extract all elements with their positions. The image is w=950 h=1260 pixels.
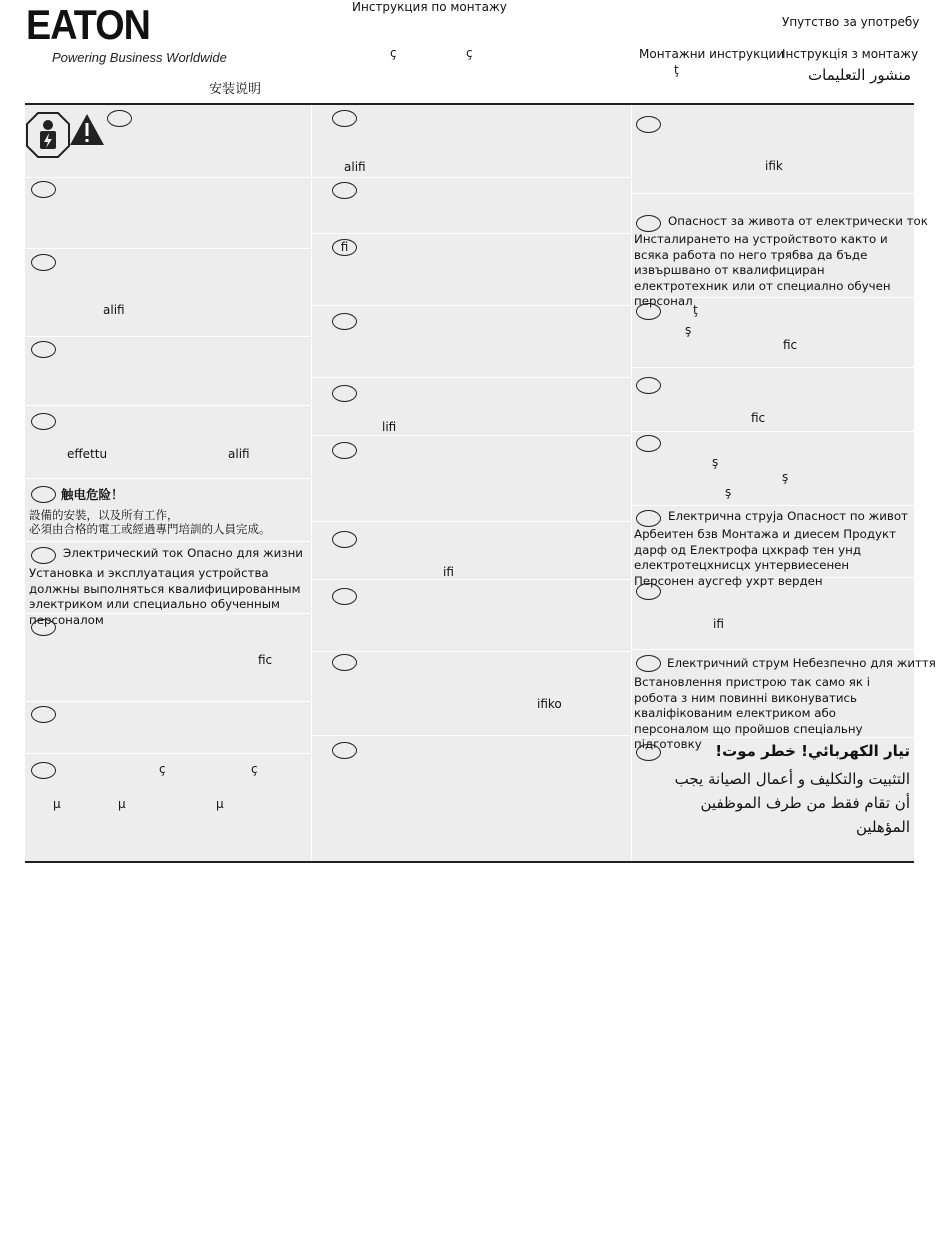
language-bullet (636, 655, 661, 672)
text-fragment: alifi (228, 447, 250, 461)
language-bullet (31, 254, 56, 271)
column-divider (311, 105, 312, 861)
language-bullet (332, 531, 357, 548)
text-fragment: ş (712, 455, 719, 469)
language-bullet (31, 619, 56, 636)
row-separator (25, 248, 311, 249)
ar-warning-heading: تيار الكهربائي! خطر موت! (715, 742, 910, 760)
language-bullet (636, 510, 661, 527)
electrician-warning-icon (25, 111, 71, 159)
row-separator (311, 177, 631, 178)
language-bullet (31, 181, 56, 198)
row-separator (631, 649, 914, 650)
row-separator (25, 177, 311, 178)
text-fragment: μ (118, 797, 126, 811)
header-uk-title: Інструкція з монтажу (782, 47, 919, 61)
row-separator (631, 505, 914, 506)
row-separator (631, 431, 914, 432)
text-fragment: ş (782, 470, 789, 484)
text-fragment: alifi (344, 160, 366, 174)
row-separator (25, 701, 311, 702)
ar-warning-line: أن تقام فقط من طرف الموظفين (700, 794, 910, 812)
text-fragment: fic (751, 411, 766, 425)
ru-warning-heading: Электрический ток Опасно для жизни (63, 546, 303, 560)
language-bullet (636, 377, 661, 394)
ar-warning-line: التثبيت والتكليف و أعمال الصيانة يجب (674, 770, 910, 788)
column-divider (631, 105, 632, 861)
language-bullet (636, 303, 661, 320)
language-bullet (107, 110, 132, 127)
sr-warning-heading: Електрична струја Опасност по живот (668, 509, 908, 523)
warning-triangle-icon (69, 113, 105, 146)
header-glyph-c2: ç (466, 46, 473, 60)
language-bullet (636, 583, 661, 600)
row-separator (25, 405, 311, 406)
header-glyph-c1: ç (390, 46, 397, 60)
text-fragment: alifi (103, 303, 125, 317)
language-bullet (31, 762, 56, 779)
logo-tagline: Powering Business Worldwide (52, 50, 227, 65)
language-bullet (31, 547, 56, 564)
row-separator (311, 233, 631, 234)
text-fragment: ifiko (537, 697, 562, 711)
zh-warning-line: 必須由合格的電工或經過專門培訓的人員完成。 (29, 522, 271, 536)
text-fragment: ç (251, 762, 258, 776)
row-separator (311, 435, 631, 436)
row-separator (25, 753, 311, 754)
language-bullet (332, 742, 357, 759)
language-bullet (31, 486, 56, 503)
text-fragment: μ (216, 797, 224, 811)
text-fragment: ş (685, 323, 692, 337)
header-glyph-t: ţ (674, 63, 679, 77)
uk-warning-heading: Електричний струм Небезпечно для життя (667, 656, 936, 670)
language-bullet: fi (332, 239, 357, 256)
language-bullet (332, 588, 357, 605)
text-fragment: fic (258, 653, 273, 667)
ar-warning-line: المؤهلين (856, 818, 910, 836)
uk-warning-body: Встановлення пристрою так само як і робота з ним повинні виконуватись кваліфікованим електриком або персоналом що пройшов спеціальну підготовку (634, 675, 871, 751)
language-bullet (332, 654, 357, 671)
text-fragment: lifi (382, 420, 397, 434)
header-sr-title: Упутство за употребу (782, 15, 920, 29)
row-separator (25, 541, 311, 542)
row-separator (631, 367, 914, 368)
text-fragment: effettu (67, 447, 108, 461)
eaton-logo (26, 1, 150, 53)
language-bullet (332, 110, 357, 127)
header-bg-title: Монтажни инструкции (639, 47, 785, 61)
language-bullet (332, 313, 357, 330)
row-separator (311, 377, 631, 378)
text-fragment: ş (725, 485, 732, 499)
language-bullet (636, 435, 661, 452)
header-zh-title: 安装说明 (209, 82, 262, 97)
language-bullet (31, 706, 56, 723)
bg-warning-body: Инсталирането на устройството както и всяка работа по него трябва да бъде извършвано от квалифициран електротехник или от специално обучен персонал (634, 232, 891, 308)
zh-warning-heading: 触电危险！ (61, 487, 124, 502)
text-fragment: ç (159, 762, 166, 776)
text-fragment: ifi (713, 617, 724, 631)
row-separator (25, 336, 311, 337)
row-separator (311, 579, 631, 580)
language-bullet (332, 385, 357, 402)
header-ru-title: Инструкция по монтажу (352, 0, 507, 14)
text-fragment: ifik (765, 159, 783, 173)
header-ar-title: منشور التعليمات (808, 66, 912, 84)
language-bullet (31, 413, 56, 430)
language-bullet (332, 182, 357, 199)
language-bullet (636, 116, 661, 133)
bg-warning-heading: Опасност за живота от електрически ток (668, 214, 928, 228)
row-separator (311, 521, 631, 522)
text-fragment: ţ (693, 303, 698, 317)
svg-text:EATON: EATON (26, 1, 150, 48)
row-separator (311, 735, 631, 736)
instructions-panel (25, 103, 936, 863)
ru-warning-body: Установка и эксплуатация устройства должны выполняться квалифицированным электриком или специально обученным персоналом (29, 566, 301, 627)
row-separator (631, 193, 914, 194)
row-separator (311, 305, 631, 306)
language-bullet (31, 341, 56, 358)
language-bullet (332, 442, 357, 459)
row-separator (25, 478, 311, 479)
row-separator (311, 651, 631, 652)
zh-warning-line: 設備的安裝，以及所有工作， (29, 508, 179, 522)
language-bullet (636, 744, 661, 761)
eaton-logo-mark (26, 1, 150, 48)
sr-warning-body: Арбеитен бзв Монтажа и диесем Продукт дарф од Електрофа цхкраф тен унд електротецхнисцх унтервиесенен Персонен аусгеф ухрт верден (634, 527, 897, 588)
text-fragment: ifi (443, 565, 454, 579)
text-fragment: μ (53, 797, 61, 811)
text-fragment: fic (783, 338, 798, 352)
language-bullet (636, 215, 661, 232)
